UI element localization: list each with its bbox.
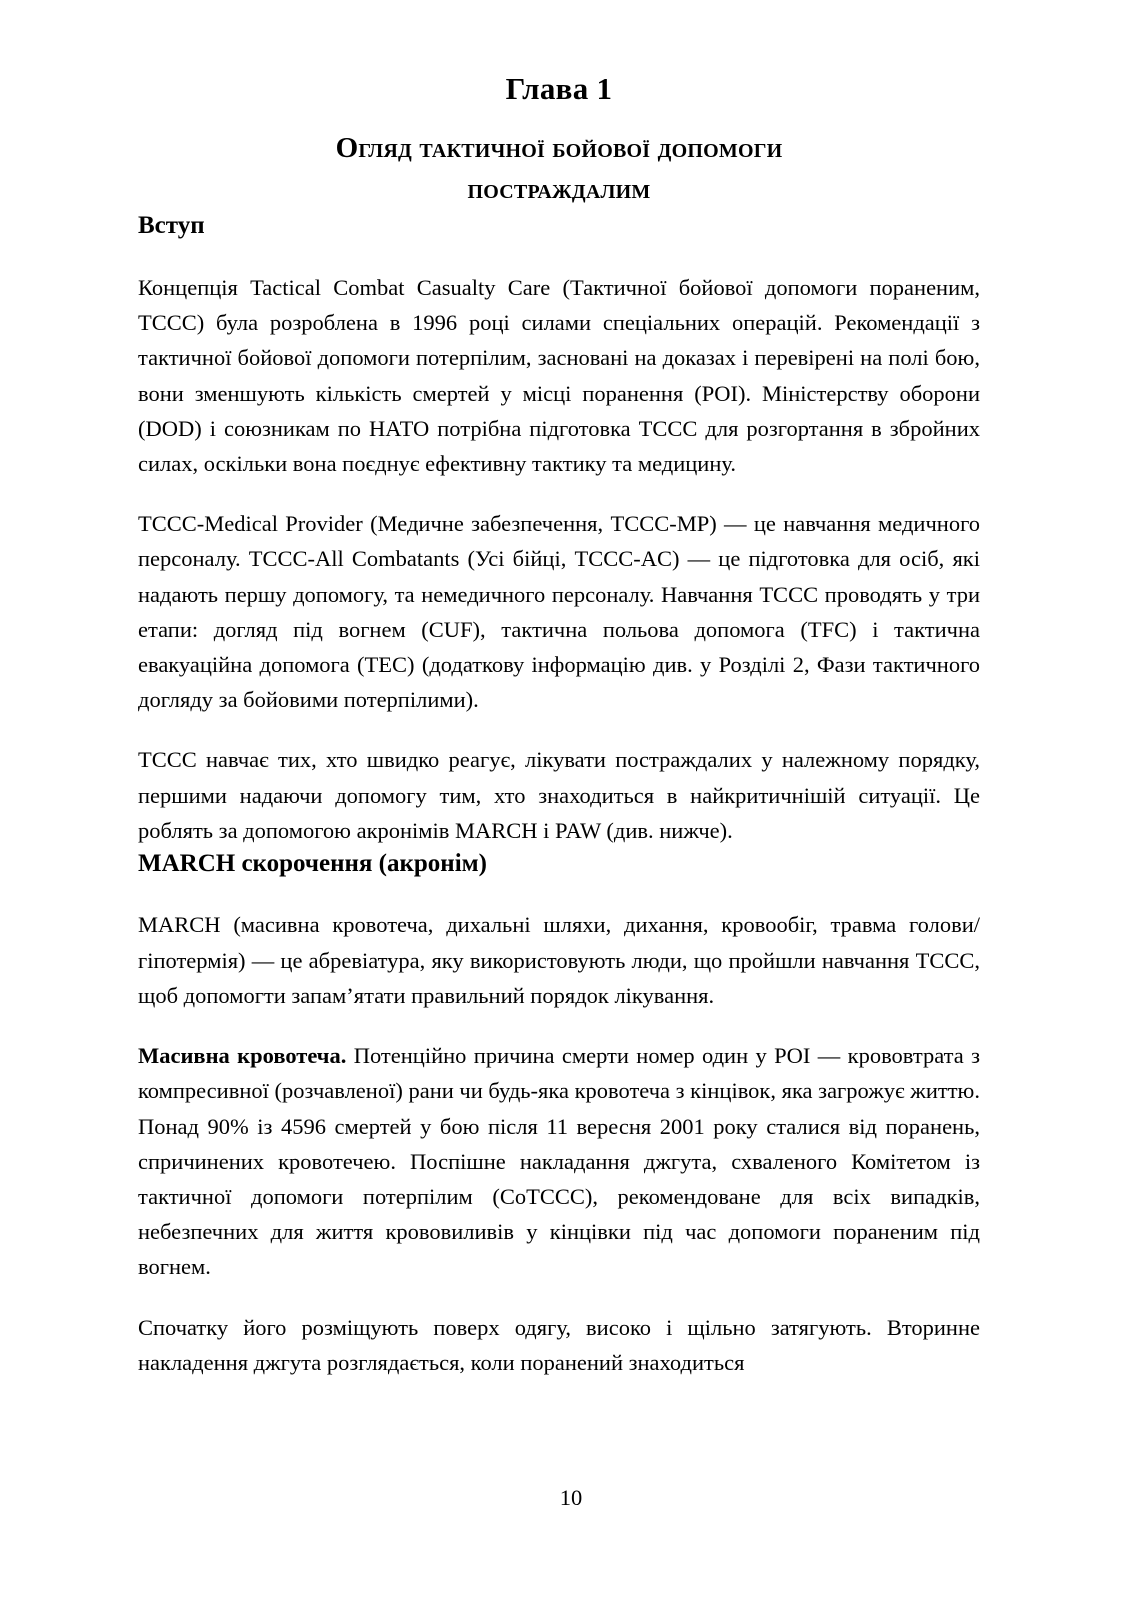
paragraph-massive-bleeding xyxy=(138,1038,980,1284)
chapter-label: Глава 1 xyxy=(505,71,613,106)
chapter-title-line-1: Огляд тактичної бойової допомоги xyxy=(335,132,783,165)
section-heading-introduction: Вступ xyxy=(138,212,205,240)
paragraph-intro-3: TCCC навчає тих, хто швидко реагує, лікувати постраждалих у належному порядку, першими надаючи допомогу тим, хто знаходиться в найкритичнішій ситуації. Це роблять за допомогою акронімів MARCH і PAW (див. нижче). xyxy=(138,747,980,843)
section-heading-march: MARCH скорочення (акронім) xyxy=(138,849,487,877)
paragraph-lead-in-massive-bleeding: Масивна кровотеча. xyxy=(138,1043,347,1069)
chapter-title-line-2: постраждалим xyxy=(467,173,651,206)
paragraph-intro-2: TCCC-Medical Provider (Медичне забезпечення, TCCC-MP) — це навчання медичного персоналу. TCCC-All Combatants (Усі бійці, TCCC-AC) — це підготовка для осіб, які надають першу допомогу, та немедичного персоналу. Навчання TCCC проводять у три етапи: догляд під вогнем (CUF), тактична польова допомога (TFC) і тактична евакуаційна допомога (TEC) (додаткову інформацію див. у Розділі 2, Фази тактичного догляду за бойовими потерпілими). xyxy=(138,511,980,713)
paragraph-body-massive-bleeding: Потенційно причина смерти номер один у POI — крововтрата з компресивної (розчавленої) рани чи будь-яка кровотеча з кінцівок, яка загрожує життю. Понад 90% із 4596 смертей у бою після 11 вересня 2001 року сталися від поранень, спричинених кровотечею. Поспішне накладання джгута, схваленого Комітетом із тактичної допомоги потерпілим (CoTCCC), рекомендоване для всіх випадків, небезпечних для життя крововиливів у кінцівки під час допомоги пораненим під вогнем. xyxy=(138,1043,980,1280)
paragraph-tourniquet-placement: Спочатку його розміщують поверх одягу, високо і щільно затягують. Вторинне накладення джгута розглядається, коли поранений знаходиться xyxy=(138,1314,980,1375)
paragraph-march-1: MARCH (масивна кровотеча, дихальні шляхи, дихання, кровообіг, травма голови/гіпотермія) — це абревіатура, яку використовують люди, що пройшли навчання TCCC, щоб допомогти запам’ятати правильний порядок лікування. xyxy=(138,912,980,1008)
page-content xyxy=(138,0,980,1380)
page-number: 10 xyxy=(559,1485,583,1510)
paragraph-intro-1: Концепція Tactical Combat Casualty Care (Тактичної бойової допомоги пораненим, TCCC) була розроблена в 1996 році силами спеціальних операцій. Рекомендації з тактичної бойової допомоги потерпілим, засновані на доказах і перевірені на полі бою, вони зменшують кількість смертей у місці поранення (POI). Міністерству оборони (DOD) і союзникам по НАТО потрібна підготовка TCCC для розгортання в збройних силах, оскільки вона поєднує ефективну тактику та медицину. xyxy=(138,274,980,476)
page-title xyxy=(138,128,980,210)
